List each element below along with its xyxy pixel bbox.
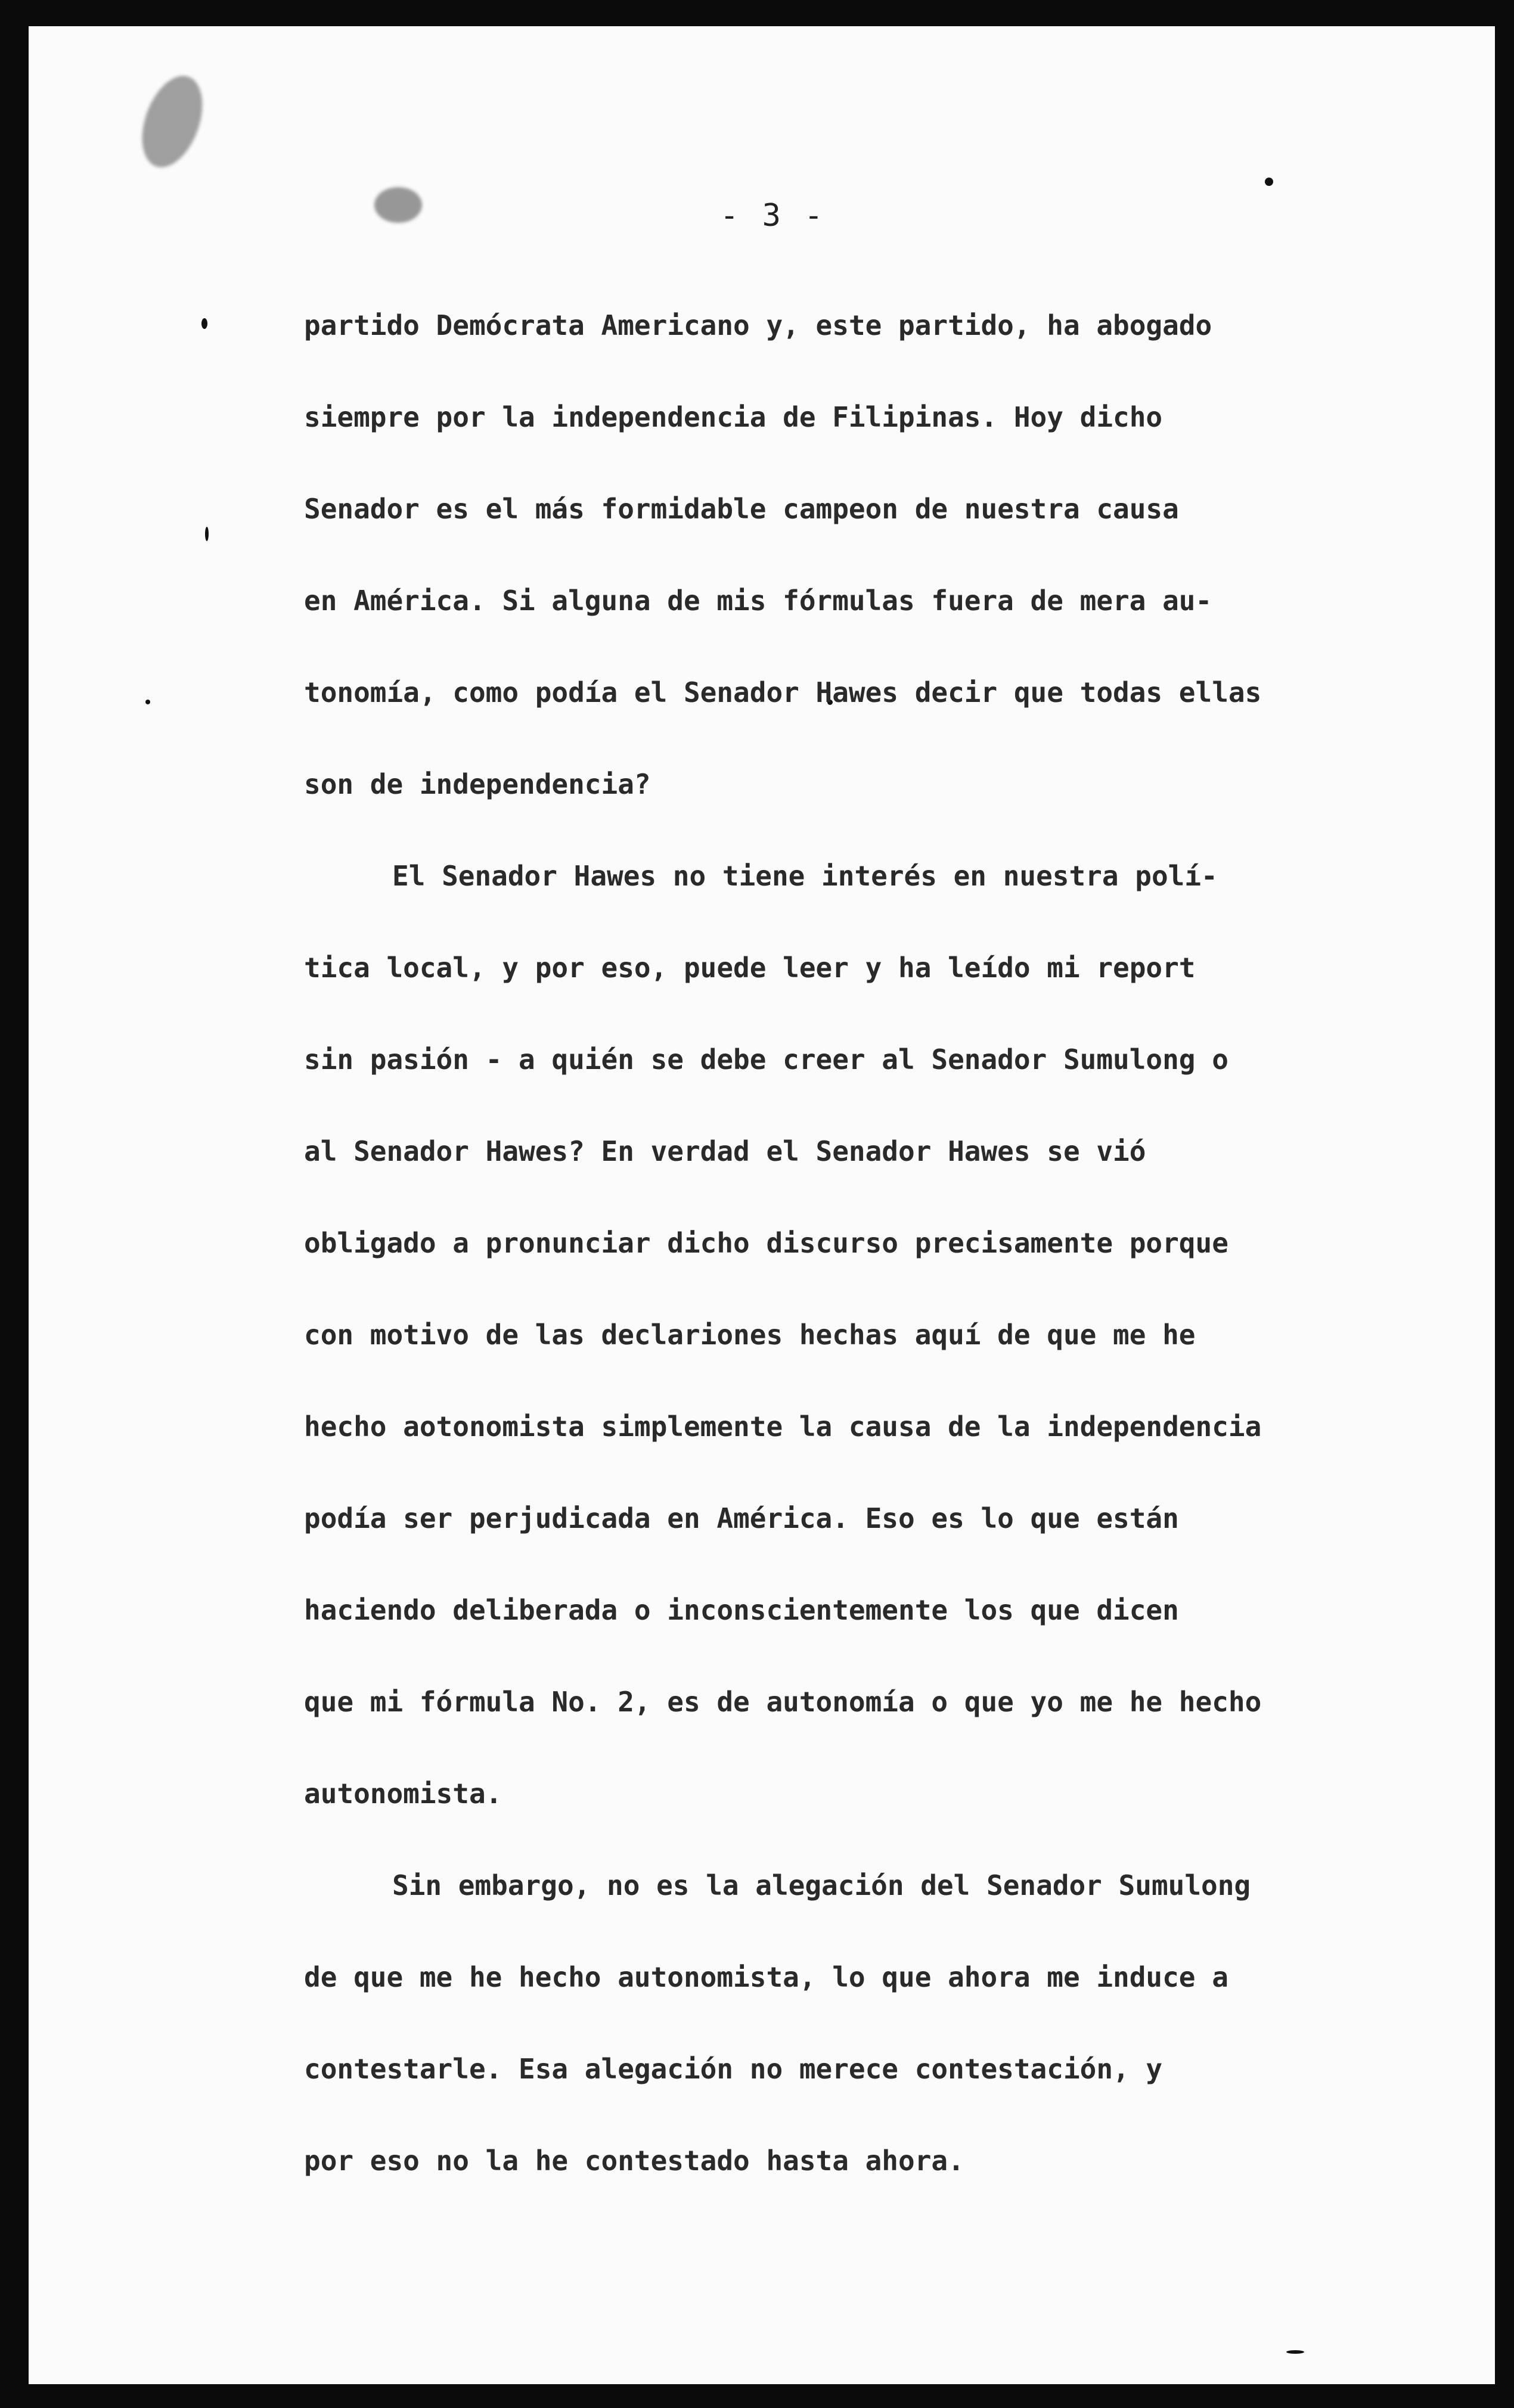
ink-speck — [1265, 178, 1273, 186]
document-page — [29, 26, 1495, 2384]
text-line: son de independencia? — [304, 768, 651, 800]
ink-speck — [145, 700, 150, 704]
ink-speck — [201, 318, 207, 329]
ink-speck — [1286, 2350, 1304, 2354]
paragraph — [304, 279, 1413, 830]
ink-smudge — [131, 67, 213, 175]
text-line: sin pasión - a quién se debe creer al Senador Sumulong o — [304, 1043, 1228, 1076]
text-line: hecho aotonomista simplemente la causa de la independencia — [304, 1410, 1262, 1443]
text-line: de que me he hecho autonomista, lo que ahora me induce a — [304, 1961, 1228, 1993]
text-line: siempre por la independencia de Filipinas. Hoy dicho — [304, 401, 1163, 433]
text-line: con motivo de las declariones hechas aquí de que me he — [304, 1319, 1196, 1351]
paragraph — [304, 830, 1413, 1840]
text-line: por eso no la he contestado hasta ahora. — [304, 2145, 964, 2177]
document-body — [304, 279, 1413, 2207]
text-line: Sin embargo, no es la alegación del Senador Sumulong — [392, 1869, 1251, 1901]
text-line: autonomista. — [304, 1778, 502, 1810]
text-line: al Senador Hawes? En verdad el Senador Hawes se vió — [304, 1135, 1146, 1167]
text-line: partido Demócrata Americano y, este partido, ha abogado — [304, 309, 1212, 341]
text-line: Senador es el más formidable campeon de nuestra causa — [304, 493, 1179, 525]
text-line: tonomía, como podía el Senador Hawes decir que todas ellas — [304, 676, 1262, 709]
text-line: que mi fórmula No. 2, es de autonomía o que yo me he hecho — [304, 1686, 1262, 1718]
text-line: El Senador Hawes no tiene interés en nuestra polí- — [392, 860, 1218, 892]
text-line: haciendo deliberada o inconscientemente los que dicen — [304, 1594, 1179, 1626]
text-line: tica local, y por eso, puede leer y ha leído mi report — [304, 952, 1196, 984]
page-number: - 3 - — [720, 198, 826, 234]
ink-speck — [205, 527, 209, 541]
paragraph — [304, 1840, 1413, 2207]
text-line: en América. Si alguna de mis fórmulas fuera de mera au- — [304, 585, 1212, 617]
text-line: contestarle. Esa alegación no merece contestación, y — [304, 2053, 1163, 2085]
text-line: obligado a pronunciar dicho discurso precisamente porque — [304, 1227, 1228, 1259]
text-line: podía ser perjudicada en América. Eso es lo que están — [304, 1502, 1179, 1534]
ink-smudge — [374, 187, 422, 223]
